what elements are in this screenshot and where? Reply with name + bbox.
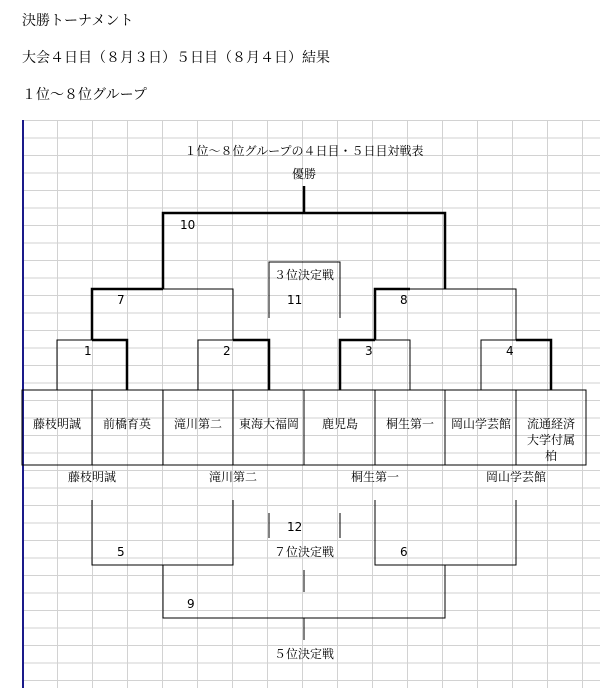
team-name: 東海大福岡 [238, 417, 300, 431]
group-label: １位〜８位グループ [22, 87, 147, 103]
team-name: 桐生第一 [385, 417, 435, 431]
match-number-9: 9 [187, 597, 195, 611]
match-7-winner [92, 289, 163, 340]
match-number-8: 8 [400, 293, 408, 307]
consolation-team: 滝川第二 [208, 470, 258, 484]
third-place-label: ３位決定戦 [273, 268, 335, 282]
seventh-place-label: ７位決定戦 [273, 545, 335, 559]
match-6-line [375, 500, 516, 565]
team-name: 滝川第二 [173, 417, 223, 431]
page-title: 決勝トーナメント [22, 13, 134, 29]
match-number-5: 5 [117, 545, 125, 559]
bracket-winner-lines [92, 186, 551, 390]
team-name-line-2: 大学付属 [526, 433, 576, 447]
team-name: 前橋育英 [102, 417, 152, 431]
team-name-line-3: 柏 [544, 449, 558, 463]
match-number-7: 7 [117, 293, 125, 307]
team-name-line-1: 流通経済 [526, 417, 576, 431]
match-3-line [375, 340, 410, 390]
match-4-winner [516, 340, 551, 390]
team-name: 岡山学芸館 [450, 417, 512, 431]
consolation-team: 桐生第一 [350, 470, 400, 484]
match-number-2: 2 [223, 344, 231, 358]
results-subtitle: 大会４日目（８月３日）５日目（８月４日）結果 [22, 50, 330, 66]
match-number-4: 4 [506, 344, 514, 358]
team-name: 藤枝明誠 [32, 417, 82, 431]
match-number-11: 11 [287, 293, 303, 307]
match-1-winner [92, 340, 127, 390]
champion-label: 優勝 [291, 167, 317, 181]
consolation-team: 藤枝明誠 [67, 470, 117, 484]
bracket-thin-lines [22, 262, 586, 640]
bracket-caption: １位〜８位グループの４日目・５日目対戦表 [184, 144, 424, 158]
match-8-line [410, 289, 516, 340]
match-2-winner [233, 340, 269, 390]
match-number-3: 3 [365, 344, 373, 358]
fifth-place-label: ５位決定戦 [273, 647, 335, 661]
consolation-team: 岡山学芸館 [485, 470, 547, 484]
match-number-10: 10 [180, 218, 196, 232]
match-5-line [92, 500, 233, 565]
match-number-12: 12 [287, 520, 303, 534]
match-number-6: 6 [400, 545, 408, 559]
match-number-1: 1 [84, 344, 92, 358]
match-7-line [163, 289, 233, 340]
team-name: 鹿児島 [321, 417, 359, 431]
